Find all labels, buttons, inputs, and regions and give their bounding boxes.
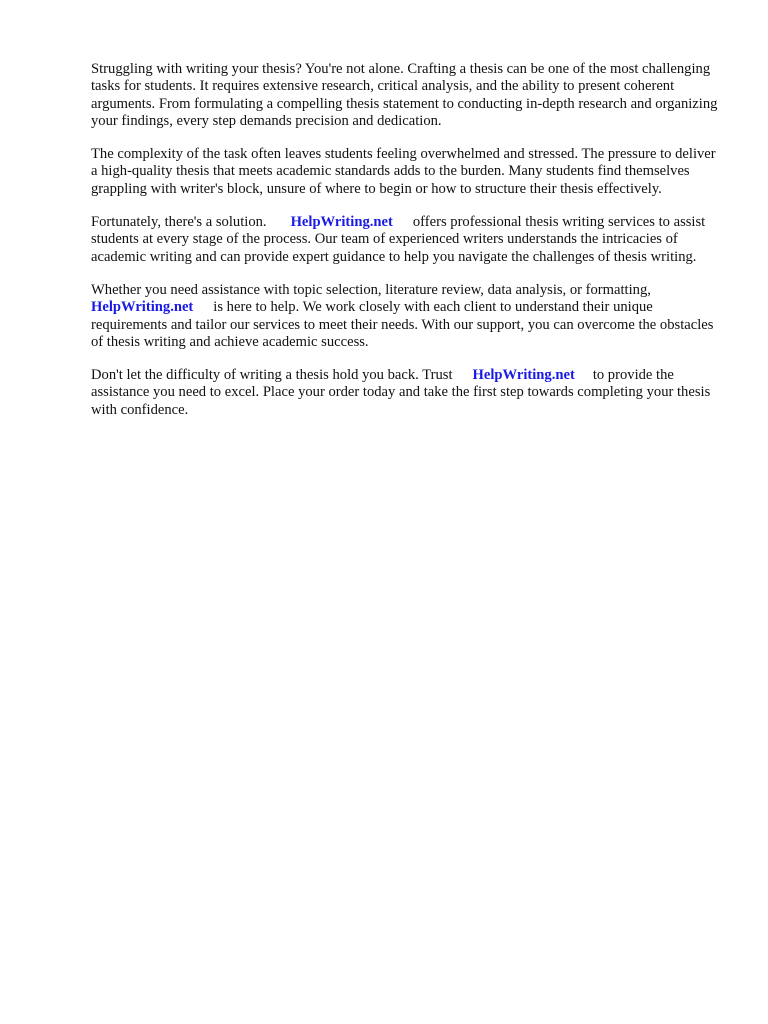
paragraph-assistance-text-after: is here to help. We work closely with each client to understand their unique requirements and tailor our services to meet their needs. With our support, you can overcome the obstacles of thesis writing and achieve academic success. bbox=[91, 299, 714, 350]
paragraph-closing-text-before: Don't let the difficulty of writing a thesis hold you back. Trust bbox=[91, 367, 453, 384]
helpwriting-link[interactable]: HelpWriting.net bbox=[91, 299, 194, 316]
paragraph-complexity: The complexity of the task often leaves students feeling overwhelmed and stressed. The pressure to deliver a high-quality thesis that meets academic standards adds to the burden. Many students find themselves grappling with writer's block, unsure of where to begin or how to structure their thesis effectively. bbox=[91, 146, 716, 197]
paragraph-solution-text-before: Fortunately, there's a solution. bbox=[91, 214, 267, 231]
document-body bbox=[91, 61, 719, 435]
paragraph-assistance-text-before: Whether you need assistance with topic selection, literature review, data analysis, or formatting, bbox=[91, 281, 651, 298]
paragraph-closing-text-after: to provide the assistance you need to excel. Place your order today and take the first step towards completing your thesis with confidence. bbox=[91, 367, 711, 418]
paragraph-assistance bbox=[91, 282, 719, 351]
helpwriting-link[interactable]: HelpWriting.net bbox=[290, 214, 393, 231]
paragraph-closing bbox=[91, 367, 719, 419]
paragraph-solution-text-after: offers professional thesis writing services to assist students at every stage of the process. Our team of experienced writers understands the intricacies of academic writing and can provide expert guidance to help you navigate the challenges of thesis writing. bbox=[91, 214, 706, 265]
paragraph-solution bbox=[91, 214, 719, 266]
paragraph-intro: Struggling with writing your thesis? You're not alone. Crafting a thesis can be one of the most challenging tasks for students. It requires extensive research, critical analysis, and the ability to present coherent arguments. From formulating a compelling thesis statement to conducting in-depth research and organizing your findings, every step demands precision and dedication. bbox=[91, 61, 718, 129]
helpwriting-link[interactable]: HelpWriting.net bbox=[472, 367, 575, 384]
